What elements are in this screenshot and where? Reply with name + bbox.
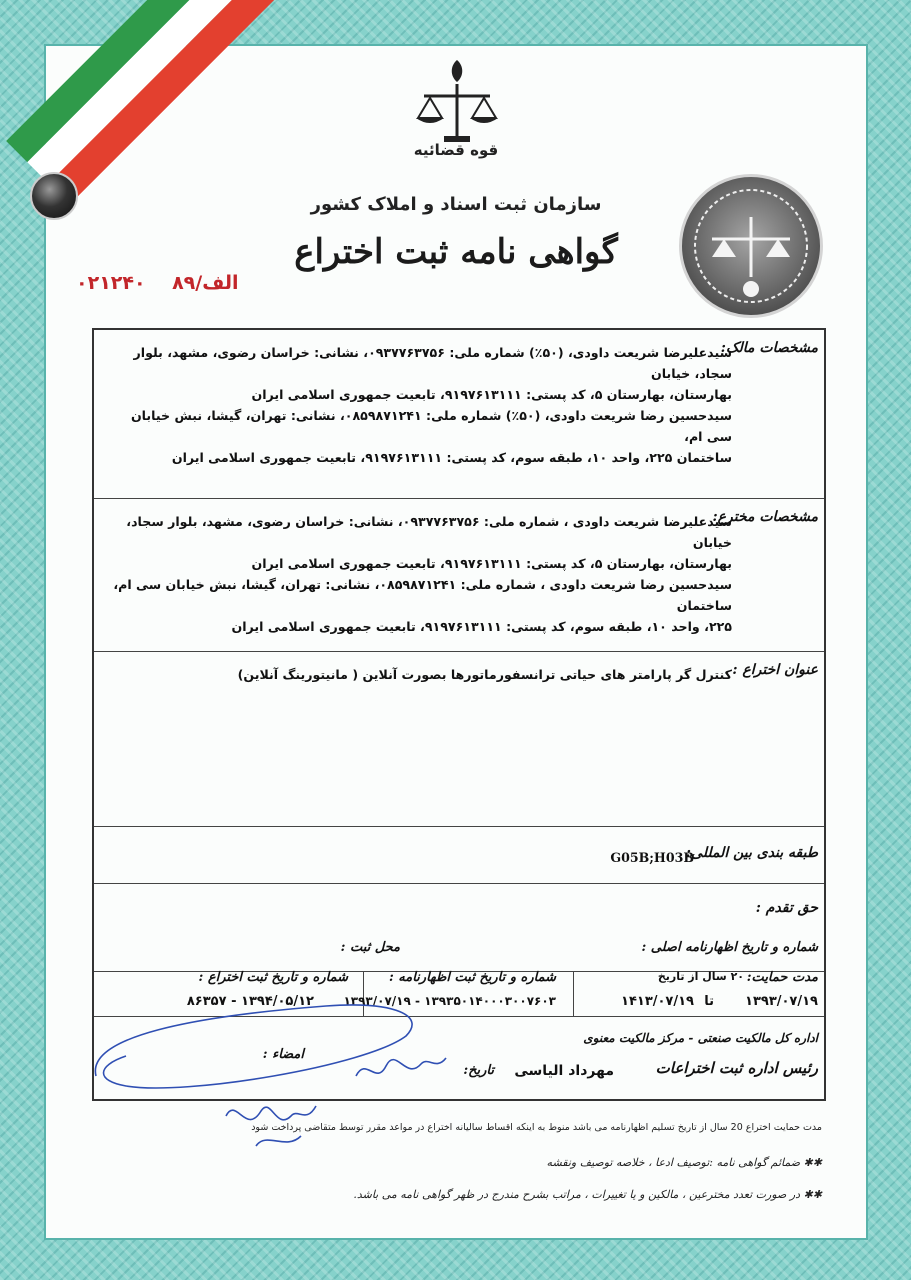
declaration-value: ۱۳۹۳۵۰۱۴۰۰۰۳۰۰۷۶۰۳ - ۱۳۹۳/۰۷/۱۹ [343, 994, 556, 1008]
owner-line: بهارستان، بهارستان ۵، کد پستی: ۹۱۹۷۶۱۳۱۱۱، تابعیت جمهوری اسلامی ایران [251, 387, 732, 402]
inventor-line: سیدحسین رضا شریعت داودی ، شماره ملی: ۰۸۵۹۸۷۱۲۴۱، نشانی: تهران، گیشا، نبش خیابان سی ام، ساختمان [113, 577, 732, 613]
owner-line: سیدعلیرضا شریعت داودی، (۵۰٪) شماره ملی: ۰۹۳۷۷۶۳۷۵۶، نشانی: خراسان رضوی، مشهد، بلوار سجاد، خیابان [133, 345, 732, 381]
official-seal-icon [679, 174, 823, 318]
office-stamp-text: اداره کل مالکیت صنعتی - مرکز مالکیت معنوی [583, 1031, 818, 1045]
classification-row [94, 827, 824, 884]
inventor-line: سیدعلیرضا شریعت داودی ، شماره ملی: ۰۹۳۷۷۶۳۷۵۶، نشانی: خراسان رضوی، مشهد، بلوار سجاد، خیابان [126, 514, 732, 550]
protection-to-prefix: تا [704, 994, 714, 1009]
multiple-owners-note [166, 1188, 822, 1201]
bullet-icon: ✱✱ [800, 1156, 822, 1169]
protection-years-note: ۲۰ سال از تاریخ [657, 970, 744, 983]
owner-line: سیدحسین رضا شریعت داودی، (۵۰٪) شماره ملی: ۰۸۵۹۸۷۱۲۴۱، نشانی: تهران، گیشا، نبش خیابان سی ام، [130, 408, 732, 444]
classification-value: G05B;H03B [610, 850, 694, 865]
inventor-label: مشخصات مخترع: [712, 509, 818, 525]
handwritten-signature [66, 946, 486, 1166]
protection-to: ۱۴۱۳/۰۷/۱۹ [621, 994, 694, 1009]
serial-number [76, 272, 238, 294]
classification-label: طبقه بندی بین المللی: [685, 845, 818, 861]
owner-details [108, 342, 732, 468]
owner-line: ساختمان ۲۲۵، واحد ۱۰، طبقه سوم، کد پستی: ۹۱۹۷۶۱۳۱۱۱، تابعیت جمهوری اسلامی ایران [171, 450, 732, 465]
registration-place-label: محل ثبت : [340, 940, 400, 955]
serial-digits: ۰۲۱۲۴۰ [76, 272, 146, 294]
original-declaration-label: شماره و تاریخ اظهارنامه اصلی : [641, 940, 818, 955]
certificate-paper [44, 44, 868, 1240]
registration-value: ۱۳۹۴/۰۵/۱۲ - ۸۶۳۵۷ [186, 994, 314, 1009]
invention-title-value: کنترل گر پارامتر های حیاتی ترانسفورماتورها بصورت آنلاین ( مانیتورینگ آنلاین) [237, 667, 732, 682]
signature-label: امضاء : [262, 1047, 304, 1062]
inventor-row [94, 499, 824, 652]
organization-name: سازمان ثبت اسناد و املاک کشور [310, 194, 602, 215]
judiciary-label: قوه قضائیه [413, 141, 499, 159]
page-title: گواهی نامه ثبت اختراع [294, 232, 618, 272]
seal-scales-icon [682, 177, 820, 315]
declaration-label: شماره و تاریخ ثبت اظهارنامه : [388, 970, 556, 985]
invention-title-row [94, 652, 824, 827]
protection-note: مدت حمایت اختراع 20 سال از تاریخ تسلیم اظهارنامه می باشد منوط به اینکه اقساط سالیانه اختراع در مواعد مقرر توسط متقاضی پرداخت شود [251, 1122, 822, 1133]
bullet-icon: ✱✱ [800, 1188, 822, 1201]
date-label: تاریخ: [463, 1063, 494, 1078]
registration-label: شماره و تاریخ ثبت اختراع : [198, 970, 348, 985]
protection-from: ۱۳۹۳/۰۷/۱۹ [745, 994, 818, 1009]
inventor-details [108, 511, 732, 637]
owner-label: مشخصات مالک: [720, 340, 818, 356]
scales-emblem-icon [414, 56, 500, 146]
owner-row [94, 330, 824, 499]
priority-label: حق تقدم : [755, 900, 818, 916]
officer-name: مهرداد الیاسی [514, 1063, 614, 1079]
serial-series: الف/۸۹ [172, 272, 239, 294]
multiple-owners-note-text: در صورت تعدد مخترعین ، مالکین و یا تغییرات ، مراتب بشرح مندرج در ظهر گواهی نامه می باشد. [353, 1188, 801, 1201]
invention-title-label: عنوان اختراع : [732, 662, 818, 678]
inventor-line: ۲۲۵، واحد ۱۰، طبقه سوم، کد پستی: ۹۱۹۷۶۱۳۱۱۱، تابعیت جمهوری اسلامی ایران [231, 619, 732, 634]
office-role: رئیس اداره ثبت اختراعات [655, 1059, 818, 1077]
inventor-line: بهارستان، بهارستان ۵، کد پستی: ۹۱۹۷۶۱۳۱۱۱، تابعیت جمهوری اسلامی ایران [251, 556, 732, 571]
protection-label: مدت حمایت: [746, 970, 818, 985]
attachments-note-text: ضمائم گواهی نامه :توصیف ادعا ، خلاصه توصیف ونقشه [546, 1156, 801, 1169]
